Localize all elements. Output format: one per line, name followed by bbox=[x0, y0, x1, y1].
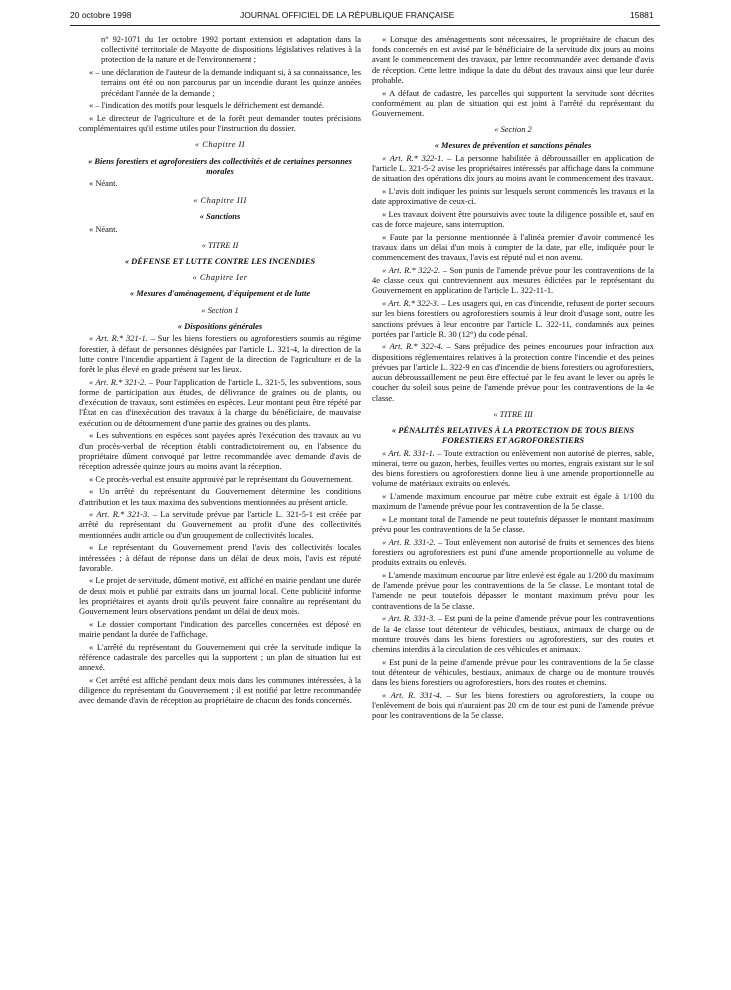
article-paragraph bbox=[79, 333, 361, 374]
paragraph: « Le dossier comportant l'indication des parcelles concernées est déposé en mairie pendant la durée de l'affichage. bbox=[79, 618, 361, 639]
article-paragraph bbox=[372, 341, 654, 402]
chapter-title: « Sanctions bbox=[199, 210, 241, 221]
chapter-title: « Biens forestiers et agroforestiers des collectivités et de certaines personnes morales bbox=[88, 155, 352, 176]
paragraph: « Le directeur de l'agriculture et de la forêt peut demander toutes précisions complémentaires qu'il estime utiles pour l'instruction du dossier. bbox=[79, 112, 361, 134]
article-paragraph bbox=[79, 377, 361, 428]
article-text: – Les usagers qui, en cas d'incendie, refusent de porter secours sur les biens forestiers ou agroforestiers soumis à leur droit d'usage sont, outre les sanctions prévues à leur encontre par l'article L. 322-11, condamnés aux peines portées par l'article R. 30 (12°) du code pénal. bbox=[372, 298, 654, 339]
article-label: « Art. R.* 322-2. bbox=[382, 265, 441, 276]
article-paragraph bbox=[372, 613, 654, 654]
header-journal-title: JOURNAL OFFICIEL DE LA RÉPUBLIQUE FRANÇAISE bbox=[240, 10, 455, 20]
article-paragraph bbox=[372, 153, 654, 184]
article-text: – Son punis de l'amende prévue pour les contraventions de la 4e classe ceux qui contreviennent aux mesures édictées par le représentant du Gouvernement en application de l'article L. 322-11-1. bbox=[372, 265, 655, 296]
article-label: « Art. R.* 321-1. bbox=[89, 333, 148, 344]
paragraph: « L'amende maximum encourue par litre enlevé est égale au 1/200 du maximum de l'amende prévue pour les contraventions de la 5e classe. Le montant total de l'amende ne peut toutefois dépasser le montant maximum prévu pour les contraventions de la 5e classe. bbox=[372, 570, 654, 611]
article-paragraph bbox=[372, 537, 654, 568]
article-text: – Est puni de la peine d'amende prévue pour les contraventions de la 4e classe tout détenteur de véhicules, bestiaux, animaux de charge ou de monture trouvés dans les biens forestiers ou agroforestiers, sur des routes et chemins interdits à la circulation de ces véhicules et animaux. bbox=[372, 613, 655, 654]
section-heading: « Section 1 bbox=[201, 304, 239, 315]
paragraph: « Le projet de servitude, dûment motivé, est affiché en mairie pendant une durée de deux mois et publié par extraits dans un journal local. Cette publicité informe les propriétaires et ayants droit qu'ils peuvent faire connaître au représentant du Gouvernement leurs observations pendant un délai de deux mois. bbox=[79, 575, 361, 617]
article-label: « Art. R.* 322-4. bbox=[382, 341, 443, 352]
paragraph: « Est puni de la peine d'amende prévue pour les contraventions de la 5e classe tout détenteur de véhicules, bestiaux, animaux de charge ou de monture trouvés dans les biens forestiers ou agroforestiers, hors des routes et chemins. bbox=[372, 656, 654, 688]
article-label: « Art. R. 331-2. bbox=[382, 536, 436, 547]
article-text: – Sur les biens forestiers ou agroforestiers, la coupe ou l'enlèvement de bois qui n'auraient pas 20 cm de tour est puni de l'amende prévue pour les contraventions de la 5e classe. bbox=[372, 689, 655, 721]
article-label: « Art. R. 331-4. bbox=[382, 689, 442, 700]
article-text: – Sans préjudice des peines encourues pour infraction aux dispositions réglementaires relatives à la protection contre l'incendie et des peines prévues par l'article L. 322-9 en cas d'incendie de biens forestiers ou agroforestiers, aucun débroussaillement ne peut être effectué par le feu avant le lever ou après le coucher du soleil sous peine de l'amende prévue pour les contraventions de la 4e classe. bbox=[372, 341, 654, 403]
chapter-heading: « Chapitre Ier bbox=[192, 272, 248, 283]
section-heading: « Section 2 bbox=[494, 124, 532, 135]
paragraph: « L'amende maximum encourue par mètre cube extrait est égale à 1/100 du maximum de l'amende prévue pour les contravention de la 5e classe. bbox=[372, 491, 654, 512]
paragraph: « Néant. bbox=[89, 178, 118, 189]
paragraph: « Lorsque des aménagements sont nécessaires, le propriétaire de chacun des fonds concernés en est avisé par le bénéficiaire de la servitude dix jours au moins avant le commencement des travaux, par lettre recommandée avec demande d'avis de réception. Cette lettre indique la date du début des travaux ainsi que leur durée probable. bbox=[372, 34, 654, 85]
title-heading: « TITRE III bbox=[493, 408, 533, 419]
page-header bbox=[0, 10, 731, 24]
left-column bbox=[79, 34, 361, 705]
article-label: « Art. R. 331-1. bbox=[382, 447, 435, 458]
right-column bbox=[372, 34, 654, 720]
article-paragraph bbox=[372, 448, 654, 489]
article-text: – La servitude prévue par l'article L. 321-5-1 est créée par arrêté du représentant du Gouvernement au profit d'une des collectivités mentionnées audit article ou d'un groupement de collectivités locales. bbox=[79, 509, 361, 540]
paragraph: « Néant. bbox=[89, 223, 118, 234]
article-text: – Toute extraction ou enlèvement non autorisé de pierres, sable, minerai, terre ou gazon, herbes, feuilles vertes ou mortes, engrais existant sur le sol des biens forestiers ou agroforestiers donne lieu à une amende proportionnelle au volume de matériaux extraits ou enlevés. bbox=[372, 447, 654, 489]
article-label: « Art. R. 331-3. bbox=[382, 613, 436, 624]
paragraph: « Le montant total de l'amende ne peut toutefois dépasser le montant maximum prévu pour les contraventions de la 5e classe. bbox=[372, 514, 654, 535]
article-label: « Art. R.* 322-3. bbox=[382, 298, 439, 309]
article-paragraph bbox=[372, 690, 654, 721]
paragraph: « L'avis doit indiquer les points sur lesquels seront commencés les travaux et la date approximative de ceux-ci. bbox=[372, 186, 654, 207]
article-text: – Pour l'application de l'article L. 321-5, les subventions, sous forme de participation aux études, de délivrance de graines ou de plants, ou d'exécution de travaux, sont estimées en espèces. Leur montant peut être répété par l'État en cas d'inexécution des travaux à la charge du bénéficiaire, de mauvaise exécution ou de détournement d'une partie des graines ou des plants. bbox=[79, 376, 361, 428]
section-title: « Dispositions générales bbox=[177, 320, 263, 331]
paragraph: « Un arrêté du représentant du Gouvernement détermine les conditions d'attribution et les taux maxima des subventions mentionnées au présent article. bbox=[79, 486, 361, 507]
header-date: 20 octobre 1998 bbox=[70, 10, 132, 20]
article-text: – La personne habilitée à débroussailler en application de l'article L. 321-5-2 avise les propriétaires intéressés par affichage dans la commune de situation des opérations dix jours au moins avant le commencement des travaux. bbox=[372, 153, 655, 184]
title-title: « DÉFENSE ET LUTTE CONTRE LES INCENDIES bbox=[124, 255, 316, 266]
header-rule bbox=[70, 25, 660, 26]
paragraph: « L'arrêté du représentant du Gouvernement qui crée la servitude indique la référence cadastrale des parcelles qui la supportent ; un plan de situation lui est annexé. bbox=[79, 641, 361, 673]
article-paragraph bbox=[372, 298, 654, 339]
paragraph: n° 92-1071 du 1er octobre 1992 portant extension et adaptation dans la collectivité territoriale de Mayotte de dispositions législatives relatives à la protection de la nature et de l'environnement ; bbox=[101, 34, 361, 65]
article-text: – Tout enlèvement non autorisé de fruits et semences des biens forestiers ou agroforestiers est puni d'une amende proportionnelle au volume de produits extraits ou enlevés. bbox=[372, 536, 654, 568]
article-label: « Art. R.* 321-2. bbox=[89, 376, 147, 387]
article-text: – Sur les biens forestiers ou agroforestiers soumis au régime forestier, à défaut de personnes désignées par l'article L. 321-4, la direction de la lutte contre l'incendie appartient à l'agent de la direction de l'agriculture et de la forêt le plus élevé en grade présent sur les lieux. bbox=[79, 333, 362, 375]
article-label: « Art. R.* 322-1. bbox=[382, 153, 444, 164]
chapter-heading: « Chapitre III bbox=[193, 194, 247, 205]
chapter-heading: « Chapitre II bbox=[194, 139, 246, 150]
paragraph: « Les travaux doivent être poursuivis avec toute la diligence possible et, sauf en cas de force majeure, sans interruption. bbox=[372, 209, 654, 230]
article-label: « Art. R.* 321-3. bbox=[89, 509, 150, 520]
section-title: « Mesures de prévention et sanctions pénales bbox=[434, 140, 592, 151]
paragraph: « – une déclaration de l'auteur de la demande indiquant si, à sa connaissance, les terrains ont été ou non parcourus par un incendie durant les quinze années précédant l'année de la demande ; bbox=[89, 67, 361, 98]
paragraph: « Ce procès-verbal est ensuite approuvé par le représentant du Gouvernement. bbox=[89, 473, 354, 484]
header-page-number: 15881 bbox=[630, 10, 654, 20]
paragraph: « Cet arrêté est affiché pendant deux mois dans les communes intéressées, à la diligence du représentant du Gouvernement ; il est notifié par lettre recommandée avec demande d'avis de réception au propriétaire de chacun des fonds concernés. bbox=[79, 674, 361, 706]
title-title: « PÉNALITÉS RELATIVES À LA PROTECTION DE TOUS BIENS FORESTIERS ET AGROFORESTIERS bbox=[391, 424, 635, 446]
paragraph: « Le représentant du Gouvernement prend l'avis des collectivités locales intéressées ; à défaut de réponse dans un délai de deux mois, l'avis est réputé favorable. bbox=[79, 542, 361, 573]
paragraph: « Les subventions en espèces sont payées après l'exécution des travaux au vu d'un procès-verbal de réception établi contradictoirement ou, en l'absence du propriétaire dûment convoqué par lettre recommandée avec demande d'avis de réception adressée quinze jours au moins avant la réception. bbox=[79, 430, 361, 471]
article-paragraph bbox=[79, 509, 361, 540]
article-paragraph bbox=[372, 265, 654, 296]
title-heading: « TITRE II bbox=[201, 239, 239, 250]
paragraph: « – l'indication des motifs pour lesquels le défrichement est demandé. bbox=[89, 100, 325, 111]
paragraph: « Faute par la personne mentionnée à l'alinéa premier d'avoir commencé les travaux dans un délai d'un mois à compter de la date, par elle, indiquée pour le commencement des travaux, l'avis est réputé nul et non avenu. bbox=[372, 231, 654, 263]
chapter-title: « Mesures d'aménagement, d'équipement et de lutte bbox=[129, 288, 311, 299]
paragraph: « A défaut de cadastre, les parcelles qui supportent la servitude sont décrites conformément au plan de situation qui est joint à l'arrêté du représentant du Gouvernement. bbox=[372, 87, 654, 118]
